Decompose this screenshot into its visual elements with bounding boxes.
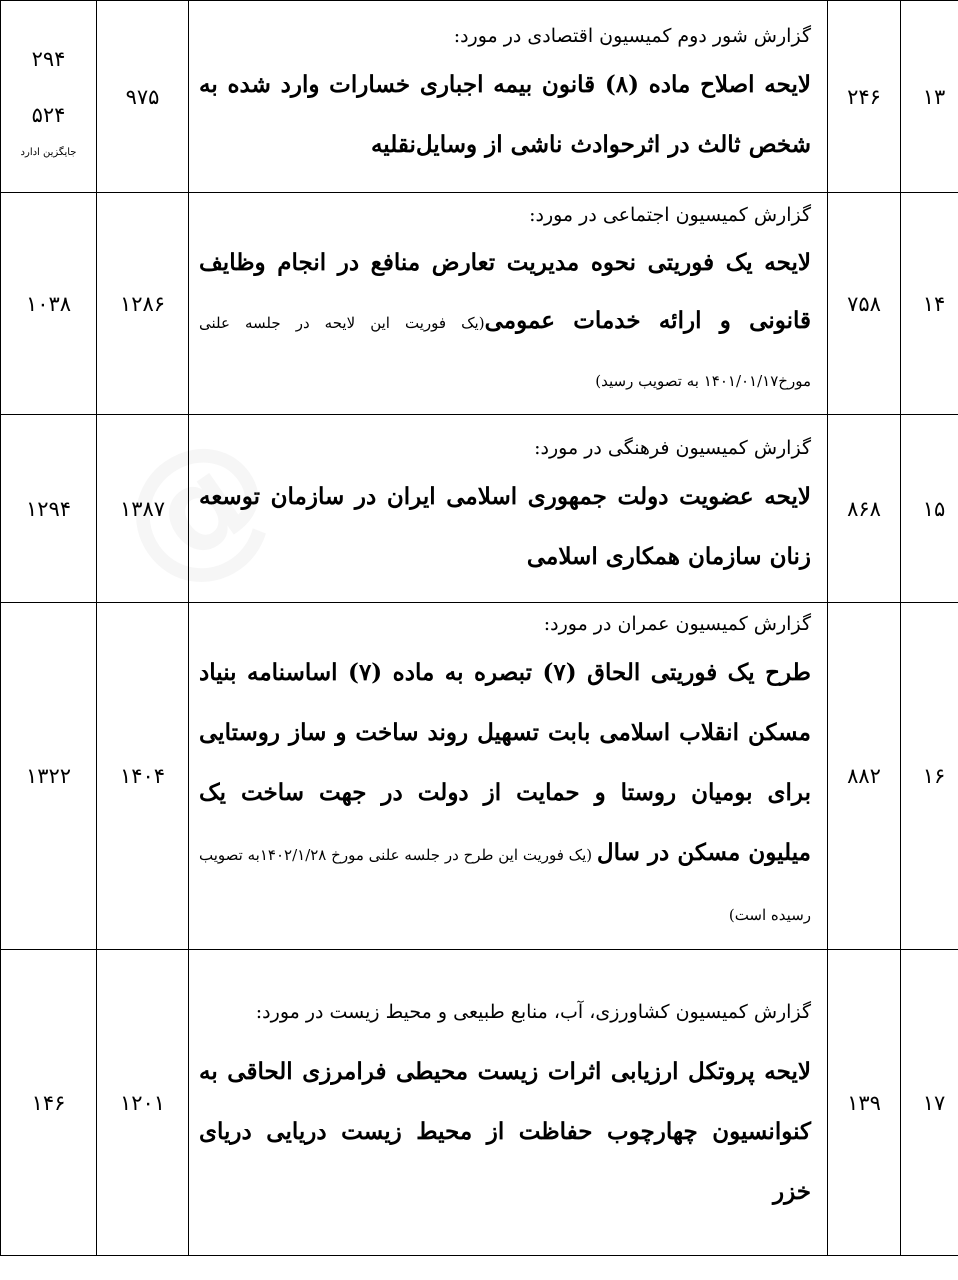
item-description — [189, 1, 828, 193]
table-row — [1, 1, 958, 193]
item-description — [189, 950, 828, 1256]
table-row — [1, 950, 958, 1256]
document-number: ۱۲۹۴ — [1, 415, 97, 603]
bill-title: لایحه اصلاح ماده (۸) قانون بیمه اجباری خسارات وارد شده به شخص ثالث در اثرحوادث ناشی از وسایل‌نقلیه — [199, 70, 811, 158]
committee-report: گزارش کمیسیون اجتماعی در مورد: — [529, 203, 811, 226]
item-description — [189, 603, 828, 950]
document-note: جایگزین ادارد — [20, 146, 77, 158]
print-number: ۱۳۸۷ — [97, 415, 189, 603]
table-row — [1, 603, 958, 950]
document-number — [1, 1, 97, 193]
bill-title: لایحه عضویت دولت جمهوری اسلامی ایران در سازمان توسعه زنان سازمان همکاری اسلامی — [199, 482, 811, 570]
committee-report: گزارش شور دوم کمیسیون اقتصادی در مورد: — [453, 24, 811, 47]
committee-report: گزارش کمیسیون عمران در مورد: — [543, 613, 811, 635]
row-number: ۱۳ — [901, 1, 958, 193]
document-number-value: ۲۹۴ — [31, 46, 66, 71]
print-number: ۱۲۰۱ — [97, 950, 189, 1256]
table-row — [1, 415, 958, 603]
print-number: ۹۷۵ — [97, 1, 189, 193]
approval-note: (یک فوریت این طرح در جلسه علنی مورخ ۱۴۰۲/۱/۲۸به تصویب رسیده است) — [199, 846, 811, 924]
bill-title: طرح یک فوریتی الحاق (۷) تبصره به ماده (۷) اساسنامه بنیاد مسکن انقلاب اسلامی بابت تسهیل روند ساخت و ساز روستایی برای بومیان روستا و حمایت از دولت در جهت ساخت یک میلیون مسکن در سال — [199, 659, 811, 866]
table-row — [1, 193, 958, 415]
document-number: ۱۰۳۸ — [1, 193, 97, 415]
bill-title: لایحه یک فوریتی نحوه مدیریت تعارض منافع در انجام وظایف قانونی و ارائه خدمات عمومی — [199, 248, 812, 334]
row-number: ۱۴ — [901, 193, 958, 415]
document-number: ۱۳۲۲ — [1, 603, 97, 950]
print-number: ۱۴۰۴ — [97, 603, 189, 950]
row-number: ۱۶ — [901, 603, 958, 950]
registration-number: ۱۳۹ — [828, 950, 901, 1256]
committee-report: گزارش کمیسیون کشاورزی، آب، منابع طبیعی و محیط زیست در مورد: — [255, 1000, 811, 1023]
bill-title: لایحه پروتکل ارزیابی اثرات زیست محیطی فرامرزی الحاقی به کنوانسیون چهارچوب حفاظت از محیط زیست دریایی دریای خزر — [199, 1057, 811, 1205]
registration-number: ۸۸۲ — [828, 603, 901, 950]
committee-report: گزارش کمیسیون فرهنگی در مورد: — [534, 436, 811, 459]
document-number: ۱۴۶ — [1, 950, 97, 1256]
row-number: ۱۵ — [901, 415, 958, 603]
document-number-value: ۵۲۴ — [31, 102, 66, 127]
approval-note: (یک فوریت این لایحه در جلسه علنی مورخ۱۴۰۱/۰۱/۱۷ به تصویب رسید) — [199, 313, 811, 390]
item-description — [189, 193, 828, 415]
print-number: ۱۲۸۶ — [97, 193, 189, 415]
row-number: ۱۷ — [901, 950, 958, 1256]
registration-number: ۸۶۸ — [828, 415, 901, 603]
item-description — [189, 415, 828, 603]
registration-number: ۲۴۶ — [828, 1, 901, 193]
registration-number: ۷۵۸ — [828, 193, 901, 415]
